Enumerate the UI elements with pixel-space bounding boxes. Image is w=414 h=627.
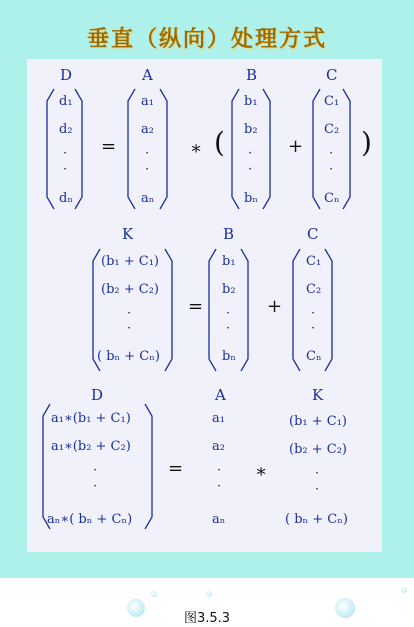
eq1-d-2: d₂ — [59, 122, 73, 137]
eq1-left-paren: ( — [214, 126, 225, 159]
eq2-k-1: (b₁ + C₁) — [101, 254, 159, 269]
eq1-label-b: B — [246, 66, 258, 84]
bubble — [206, 591, 212, 597]
eq2-k-dot-1: · — [127, 306, 132, 321]
eq1-right-paren: ) — [361, 126, 372, 159]
eq1-d-dot-1: · — [63, 146, 68, 161]
eq1-b-dot-2: · — [248, 162, 253, 177]
eq2-b-n: bₙ — [222, 349, 236, 364]
eq3-label-d: D — [91, 386, 104, 404]
eq1-c-dot-2: · — [329, 162, 334, 177]
eq3-d-dot-2: · — [93, 479, 98, 494]
eq2-label-b: B — [223, 225, 235, 243]
eq3-k-n: ( bₙ + Cₙ) — [285, 512, 348, 527]
eq1-label-d: D — [60, 66, 73, 84]
eq1-plus: + — [288, 136, 304, 157]
eq3-a-2: a₂ — [212, 439, 225, 454]
eq3-d-n: aₙ∗( bₙ + Cₙ) — [47, 512, 133, 527]
eq2-c-1: C₁ — [306, 254, 322, 269]
eq3-d-1: a₁∗(b₁ + C₁) — [51, 411, 131, 426]
eq2-k-n: ( bₙ + Cₙ) — [97, 349, 160, 364]
eq2-c-dot-1: · — [311, 306, 316, 321]
eq2-k-2: (b₂ + C₂) — [101, 282, 159, 297]
eq3-k-dot-2: · — [315, 482, 320, 497]
eq3-k-1: (b₁ + C₁) — [289, 414, 347, 429]
eq2-b-dot-1: · — [226, 306, 231, 321]
eq1-label-c: C — [326, 66, 338, 84]
bubble — [401, 587, 407, 593]
bubble — [151, 591, 157, 597]
eq1-a-n: aₙ — [141, 191, 155, 206]
eq3-d-2: a₁∗(b₂ + C₂) — [51, 439, 131, 454]
eq3-k-dot-1: · — [315, 466, 320, 481]
eq1-d-n: dₙ — [59, 191, 73, 206]
eq2-b-1: b₁ — [222, 254, 236, 269]
eq2-c-2: C₂ — [306, 282, 322, 297]
eq1-b-1: b₁ — [244, 94, 258, 109]
eq1-b-dot-1: · — [248, 146, 253, 161]
eq3-a-dot-1: · — [217, 463, 222, 478]
eq1-d-1: d₁ — [59, 94, 73, 109]
eq1-b-2: b₂ — [244, 122, 258, 137]
eq1-times: ∗ — [190, 138, 203, 159]
formula-panel — [27, 59, 382, 552]
eq1-label-a: A — [142, 66, 153, 84]
eq3-k-2: (b₂ + C₂) — [289, 442, 347, 457]
figure-caption: 图3.5.3 — [183, 611, 231, 626]
eq1-a-dot-1: · — [145, 146, 150, 161]
eq3-label-a: A — [215, 386, 226, 404]
eq3-label-k: K — [312, 386, 324, 404]
eq2-label-k: K — [122, 225, 134, 243]
eq1-a-1: a₁ — [141, 94, 154, 109]
eq1-d-dot-2: · — [63, 162, 68, 177]
eq3-d-dot-1: · — [93, 463, 98, 478]
eq3-equals: = — [168, 458, 184, 479]
eq2-plus: + — [267, 296, 283, 317]
eq1-c-n: Cₙ — [324, 191, 340, 206]
eq1-equals: = — [101, 136, 117, 157]
eq1-c-2: C₂ — [324, 122, 340, 137]
eq3-a-dot-2: · — [217, 479, 222, 494]
eq2-b-2: b₂ — [222, 282, 236, 297]
eq3-a-1: a₁ — [212, 411, 225, 426]
eq2-label-c: C — [307, 225, 319, 243]
eq2-c-dot-2: · — [311, 321, 316, 336]
eq1-a-dot-2: · — [145, 162, 150, 177]
eq2-c-n: Cₙ — [306, 349, 322, 364]
eq1-c-1: C₁ — [324, 94, 340, 109]
eq2-equals: = — [188, 296, 204, 317]
eq3-a-n: aₙ — [212, 512, 226, 527]
slide-title: 垂直（纵向）处理方式 — [86, 27, 327, 52]
eq3-times: ∗ — [255, 461, 268, 482]
eq1-c-dot-1: · — [329, 146, 334, 161]
eq2-b-dot-2: · — [226, 321, 231, 336]
eq1-b-n: bₙ — [244, 191, 258, 206]
eq1-a-2: a₂ — [141, 122, 154, 137]
eq2-k-dot-2: · — [127, 321, 132, 336]
